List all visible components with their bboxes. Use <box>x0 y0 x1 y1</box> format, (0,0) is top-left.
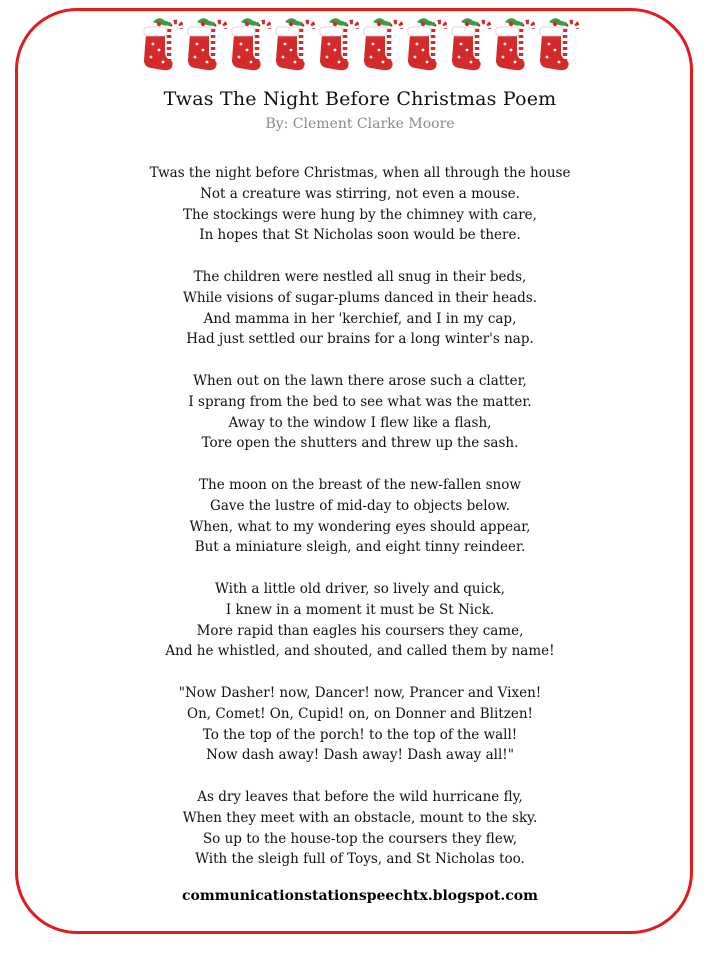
poem-stanza <box>60 267 660 350</box>
poem-byline: By: Clement Clarke Moore <box>265 116 455 132</box>
poem-line: Twas the night before Christmas, when all through the house <box>149 165 571 181</box>
poem-line: I knew in a moment it must be St Nick. <box>225 601 495 618</box>
poem-line: The moon on the breast of the new-fallen snow <box>199 476 521 493</box>
poem-line: Tore open the shutters and threw up the sash. <box>201 435 519 452</box>
footer-url: communicationstationspeechtx.blogspot.com <box>182 888 538 904</box>
poem-body <box>60 163 660 891</box>
poem-line: I sprang from the bed to see what was the matter. <box>188 393 532 410</box>
poem-line: When, what to my wondering eyes should appear, <box>189 518 531 535</box>
christmas-stocking-icon <box>447 14 491 72</box>
poem-line: The stockings were hung by the chimney with care, <box>183 206 537 223</box>
poem-line: On, Comet! On, Cupid! on, on Donner and Blitzen! <box>187 705 533 722</box>
poem-stanza <box>60 683 660 766</box>
poem-line: Away to the window I flew like a flash, <box>228 414 492 431</box>
poem-line: While visions of sugar-plums danced in their heads. <box>182 289 538 306</box>
christmas-stocking-icon <box>403 14 447 72</box>
christmas-stocking-icon <box>315 14 359 72</box>
poem-stanza <box>60 787 660 870</box>
poem-line: When out on the lawn there arose such a clatter, <box>193 372 527 389</box>
christmas-stocking-icon <box>271 14 315 72</box>
poem-line: More rapid than eagles his coursers they came, <box>196 622 524 639</box>
poem-stanza <box>60 579 660 662</box>
christmas-stocking-icon <box>139 14 183 72</box>
poem-line: Gave the lustre of mid-day to objects below. <box>210 497 510 514</box>
christmas-stocking-icon <box>491 14 535 72</box>
poem-line: And mamma in her 'kerchief, and I in my cap, <box>203 310 517 327</box>
poem-stanza <box>60 371 660 454</box>
poem-line: As dry leaves that before the wild hurricane fly, <box>197 788 523 805</box>
poem-stanza <box>60 475 660 558</box>
poem-line: So up to the house-top the coursers they flew, <box>202 830 518 847</box>
poem-line: The children were nestled all snug in their beds, <box>193 268 527 285</box>
christmas-stocking-icon <box>183 14 227 72</box>
poem-line: Now dash away! Dash away! Dash away all!" <box>206 747 514 764</box>
poem-line: With the sleigh full of Toys, and St Nicholas too. <box>195 851 525 868</box>
poem-line: To the top of the porch! to the top of the wall! <box>202 726 518 743</box>
poem-line: Not a creature was stirring, not even a mouse. <box>200 185 520 202</box>
poem-line: Had just settled our brains for a long winter's nap. <box>186 331 534 348</box>
poem-stanza <box>60 163 660 246</box>
christmas-stocking-icon <box>359 14 403 72</box>
poem-line: "Now Dasher! now, Dancer! now, Prancer and Vixen! <box>178 684 542 701</box>
poem-title: Twas The Night Before Christmas Poem <box>163 88 557 110</box>
poem-line: But a miniature sleigh, and eight tinny reindeer. <box>194 539 526 556</box>
poem-line: In hopes that St Nicholas soon would be there. <box>199 227 521 244</box>
christmas-stocking-icon <box>227 14 271 72</box>
poem-line: With a little old driver, so lively and quick, <box>215 580 505 597</box>
poem-line: And he whistled, and shouted, and called them by name! <box>165 643 555 660</box>
stocking-border-decoration <box>139 14 579 72</box>
christmas-stocking-icon <box>535 14 579 72</box>
poem-line: When they meet with an obstacle, mount to the sky. <box>182 809 538 826</box>
